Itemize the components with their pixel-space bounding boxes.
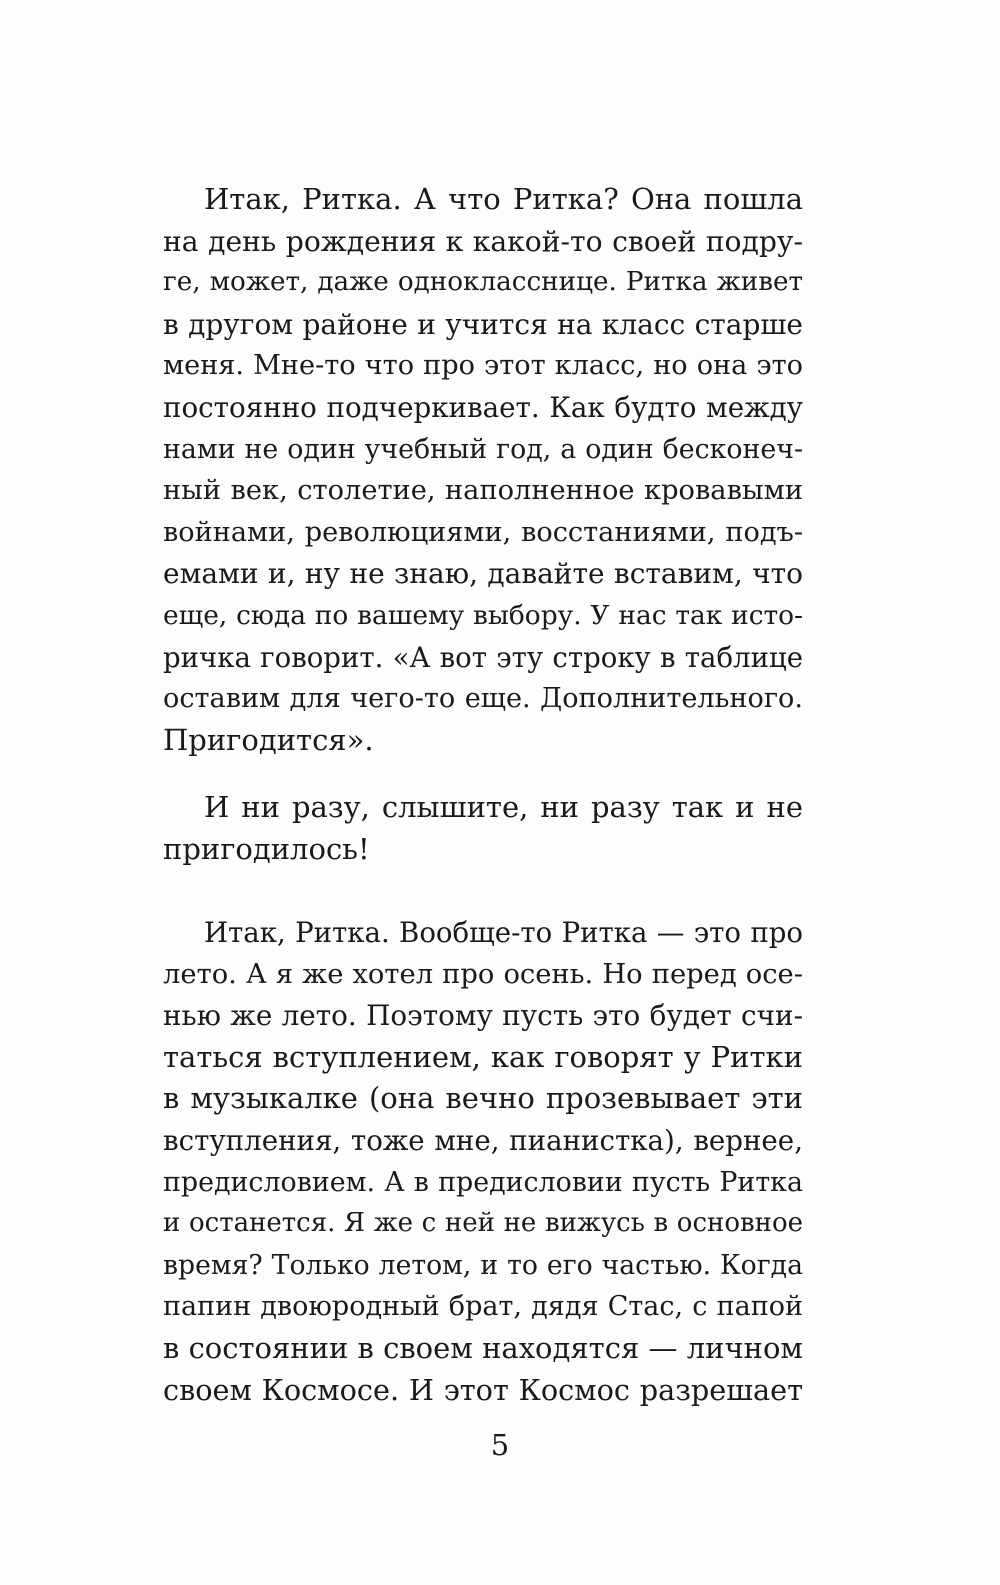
text-line: емами и, ну не знаю, давайте вставим, что [163, 557, 803, 591]
paragraph [163, 179, 803, 761]
text-line: таться вступлением, как говорят у Ритки [163, 1039, 803, 1074]
text-line: лето. А я же хотел про осень. Но перед осе- [163, 958, 803, 990]
paragraph [163, 787, 803, 870]
text-line: постоянно подчеркивает. Как будто между [163, 390, 803, 424]
text-line: время? Только летом, и то его частью. Когда [163, 1249, 803, 1281]
text-line: и останется. Я же с ней не вижусь в основное [163, 1208, 803, 1239]
text-line: в музыкалке (она вечно прозевывает эти [163, 1081, 803, 1116]
text-line: предисловием. А в предисловии пусть Ритка [163, 1166, 803, 1198]
text-line: меня. Мне-то что про этот класс, но она это [163, 350, 803, 382]
text-line: оставим для чего-то еще. Дополнительного. [163, 683, 803, 715]
text-line: нами не один учебный год, а один бесконеч- [163, 433, 803, 465]
text-line: пригодилось! [163, 831, 370, 866]
text-line: ге, может, даже однокласснице. Ритка живет [163, 267, 803, 298]
text-line: Итак, Ритка. Вообще-то Ритка — это про [204, 916, 803, 949]
text-line: ричка говорит. «А вот эту строку в таблице [163, 640, 803, 674]
text-line: вступления, тоже мне, пианистка), вернее, [163, 1123, 803, 1157]
text-line: своем Космосе. И этот Космос разрешает [163, 1372, 803, 1407]
text-line: на день рождения к какой-то своей подру- [163, 224, 803, 258]
text-line: еще, сюда по вашему выбору. У нас так исто- [163, 599, 803, 631]
text-line: войнами, революциями, восстаниями, подъ- [163, 516, 803, 548]
text-line: папин двоюродный брат, дядя Стас, с папой [163, 1291, 803, 1323]
text-line: Пригодится». [163, 722, 374, 757]
text-line: в другом районе и учится на класс старше [163, 307, 803, 341]
text-line: Итак, Ритка. А что Ритка? Она пошла [204, 182, 803, 216]
text-line: ный век, столетие, наполненное кровавыми [163, 475, 803, 507]
paragraph [163, 912, 803, 1411]
text-line: И ни разу, слышите, ни разу так и не [204, 790, 803, 824]
text-line: в состоянии в своем находятся — личном [163, 1330, 803, 1365]
page-number: 5 [490, 1428, 510, 1462]
text-line: нью же лето. Поэтому пусть это будет счи- [163, 999, 803, 1033]
